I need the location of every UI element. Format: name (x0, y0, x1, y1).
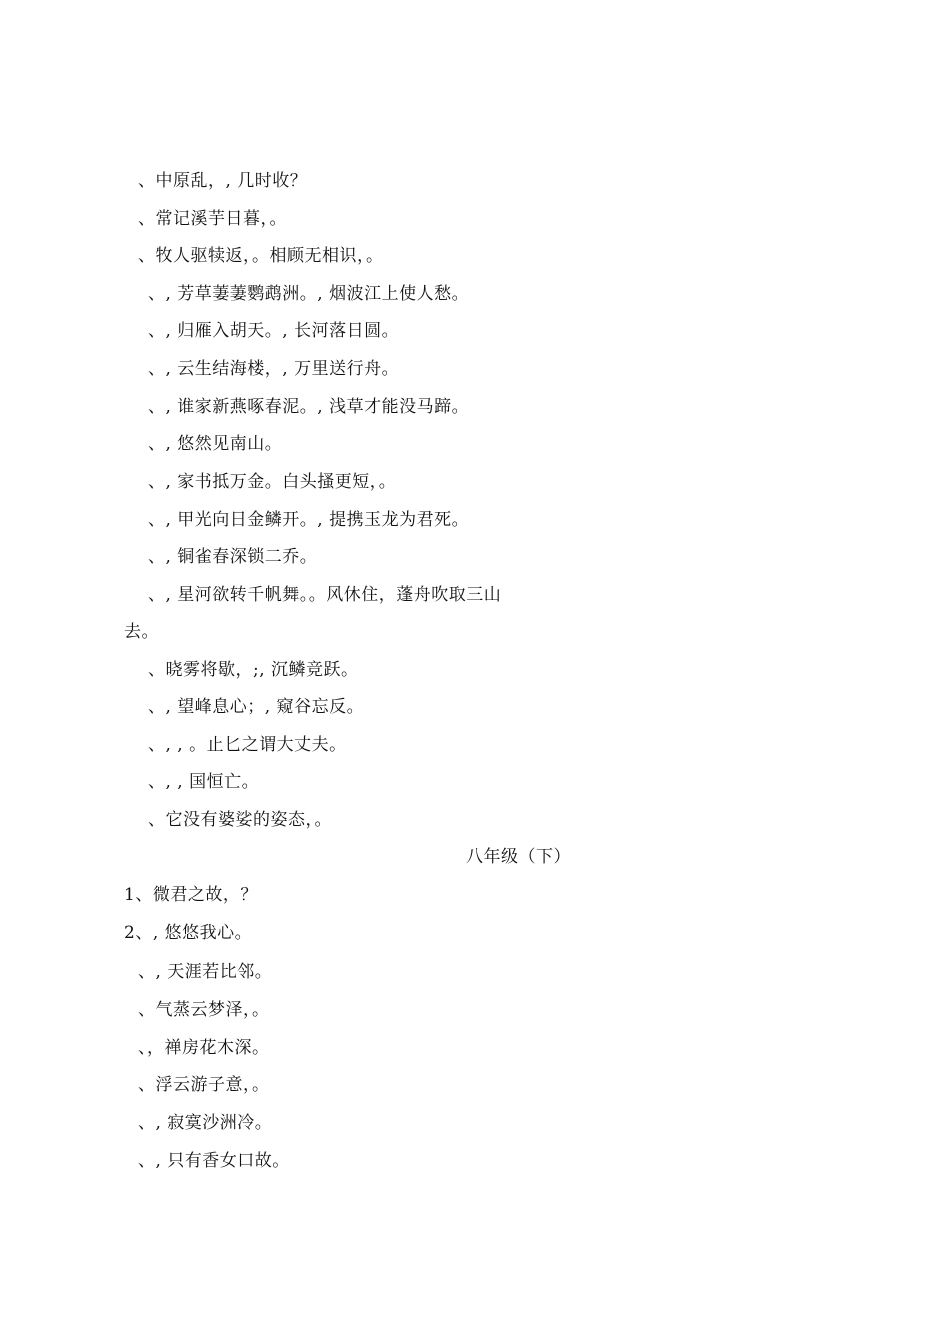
poem-line: 、牧人驱犊返，。相顾无相识，。 (138, 246, 384, 266)
poem-line: 、, 云生结海楼，, 万里送行舟。 (148, 359, 400, 379)
poem-line: 、, 悠然见南山。 (148, 434, 283, 454)
poem-line: 、晓雾将歇，;, 沉鳞竞跃。 (148, 660, 359, 680)
poem-line: 、中原乱，, 几时收？ (138, 171, 308, 191)
poem-line: 、, 天涯若比邻。 (138, 962, 273, 982)
poem-line: 、, 望峰息心；, 窥谷忘反。 (148, 697, 365, 717)
section-heading: 八年级（下） (466, 847, 571, 867)
poem-line: 、, , 国恒亡。 (148, 772, 260, 792)
poem-line: 、, , 。止匕之谓大丈夫。 (148, 735, 347, 755)
poem-line: 、, 寂寞沙洲冷。 (138, 1113, 273, 1133)
poem-line: 、, 铜雀春深锁二乔。 (148, 547, 318, 567)
poem-line: 、浮云游子意，。 (138, 1075, 270, 1095)
poem-line: 、它没有婆娑的姿态，。 (148, 810, 332, 830)
poem-line: 1、微君之故，？ (124, 885, 258, 905)
poem-line: 、, 家书抵万金。白头搔更短，。 (148, 472, 397, 492)
poem-line: 、气蒸云梦泽，。 (138, 1000, 270, 1020)
poem-line-continuation: 去。 (124, 622, 159, 642)
poem-line: 、, 只有香女口故。 (138, 1151, 290, 1171)
poem-line: 、常记溪芋日暮，。 (138, 209, 287, 229)
poem-line: 、, 谁家新燕啄春泥。, 浅草才能没马蹄。 (148, 397, 470, 417)
poem-line: 、, 甲光向日金鳞开。, 提携玉龙为君死。 (148, 510, 470, 530)
poem-line: 、, 星河欲转千帆舞。。风休住，蓬舟吹取三山 (148, 585, 502, 605)
poem-line: 、，禅房花木深。 (138, 1038, 270, 1058)
poem-line: 、, 归雁入胡天。, 长河落日圆。 (148, 321, 400, 341)
poem-line: 2、, 悠悠我心。 (124, 923, 253, 943)
poem-line: 、, 芳草萋萋鹦鹉洲。, 烟波江上使人愁。 (148, 284, 470, 304)
